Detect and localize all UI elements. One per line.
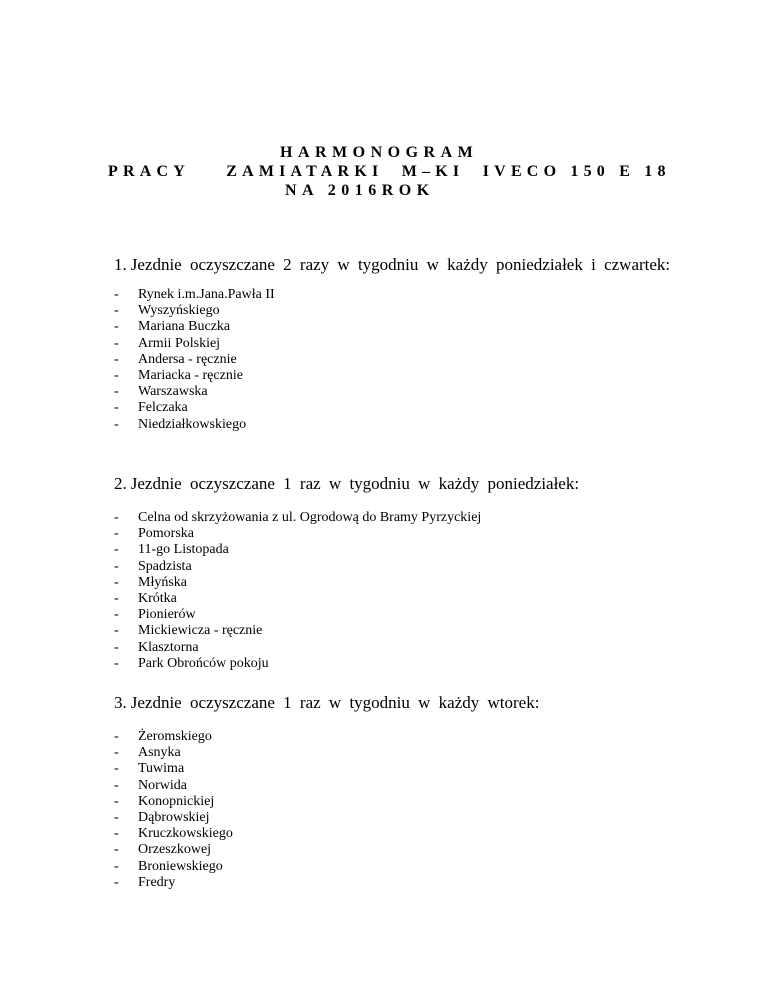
street-name: Mariana Buczka	[138, 319, 231, 335]
section-2	[114, 473, 674, 672]
section-heading-text: Jezdnie oczyszczane 1 raz w tygodniu w każdy wtorek:	[130, 693, 540, 712]
list-item: - Mariana Buczka	[114, 319, 231, 335]
street-name: Żeromskiego	[138, 729, 212, 744]
list-item: - Spadzista	[114, 558, 192, 574]
street-list	[114, 287, 674, 433]
street-name: Pionierów	[138, 607, 196, 623]
street-name: Asnyka	[138, 745, 181, 761]
list-item: - Mickiewicza - ręcznie	[114, 623, 263, 639]
street-name: Fredry	[138, 874, 176, 890]
list-item: - Orzeszkowej	[114, 842, 212, 858]
street-name: Kruczkowskiego	[138, 826, 233, 842]
section-heading-text: Jezdnie oczyszczane 1 raz w tygodniu w każdy poniedziałek:	[130, 474, 580, 493]
list-item: - 11-go Listopada	[114, 542, 229, 558]
list-item: - Fredry	[114, 874, 176, 890]
street-name: Celna od skrzyżowania z ul. Ogrodową do Bramy Pyrzyckiej	[138, 510, 482, 525]
street-name: Tuwima	[138, 761, 185, 777]
street-name: Norwida	[138, 777, 187, 793]
list-item: - Armii Polskiej	[114, 335, 221, 351]
street-name: Niedziałkowskiego	[138, 416, 247, 432]
street-name: Felczaka	[138, 400, 188, 416]
list-item: - Kruczkowskiego	[114, 826, 233, 842]
list-item: - Warszawska	[114, 384, 208, 400]
section-heading	[114, 254, 674, 275]
street-list	[114, 729, 674, 891]
list-item: - Dąbrowskiej	[114, 809, 210, 825]
section-number: 3.	[114, 693, 127, 712]
section-1	[114, 254, 674, 433]
street-list	[114, 510, 674, 672]
list-item: - Klasztorna	[114, 639, 199, 655]
list-item: - Konopnickiej	[114, 793, 215, 809]
street-name: Orzeszkowej	[138, 842, 212, 858]
list-item: - Pionierów	[114, 607, 196, 623]
street-name: Broniewskiego	[138, 858, 223, 874]
document-title	[108, 143, 671, 200]
list-item: - Asnyka	[114, 745, 181, 761]
section-number: 1.	[114, 255, 127, 274]
street-name: Park Obrońców pokoju	[138, 655, 269, 671]
list-item: - Mariacka - ręcznie	[114, 367, 243, 383]
street-name: Dąbrowskiej	[138, 809, 210, 825]
street-name: Rynek i.m.Jana.Pawła II	[138, 287, 275, 302]
street-name: Andersa - ręcznie	[138, 351, 237, 367]
street-name: Wyszyńskiego	[138, 303, 220, 319]
list-item: - Broniewskiego	[114, 858, 223, 874]
list-item: - Norwida	[114, 777, 187, 793]
list-item: - Andersa - ręcznie	[114, 351, 237, 367]
list-item: - Pomorska	[114, 526, 194, 542]
section-3	[114, 692, 674, 891]
list-item: - Tuwima	[114, 761, 185, 777]
street-name: Armii Polskiej	[138, 335, 221, 351]
street-name: Mickiewicza - ręcznie	[138, 623, 263, 639]
section-heading-text: Jezdnie oczyszczane 2 razy w tygodniu w każdy poniedziałek i czwartek:	[130, 255, 671, 274]
street-name: Mariacka - ręcznie	[138, 367, 243, 383]
street-name: 11-go Listopada	[138, 542, 229, 558]
list-item: - Niedziałkowskiego	[114, 416, 247, 432]
list-item: - Żeromskiego	[114, 729, 212, 744]
street-name: Młyńska	[138, 574, 187, 590]
street-name: Pomorska	[138, 526, 194, 542]
section-heading	[114, 473, 674, 494]
title-line-2: PRACY ZAMIATARKI M–KI IVECO 150 E 18	[108, 163, 671, 180]
street-name: Spadzista	[138, 558, 192, 574]
title-line-3: NA 2016ROK	[285, 182, 435, 199]
list-item: - Wyszyńskiego	[114, 303, 220, 319]
street-name: Warszawska	[138, 384, 208, 400]
section-number: 2.	[114, 474, 127, 493]
section-heading	[114, 692, 674, 713]
list-item: - Felczaka	[114, 400, 188, 416]
list-item: - Krótka	[114, 590, 177, 606]
list-item: - Park Obrońców pokoju	[114, 655, 269, 671]
list-item: - Celna od skrzyżowania z ul. Ogrodową do Bramy Pyrzyckiej	[114, 510, 482, 525]
street-name: Klasztorna	[138, 639, 199, 655]
street-name: Konopnickiej	[138, 793, 215, 809]
list-item: - Młyńska	[114, 574, 187, 590]
list-item: - Rynek i.m.Jana.Pawła II	[114, 287, 275, 302]
title-line-1: HARMONOGRAM	[280, 144, 479, 161]
street-name: Krótka	[138, 590, 177, 606]
